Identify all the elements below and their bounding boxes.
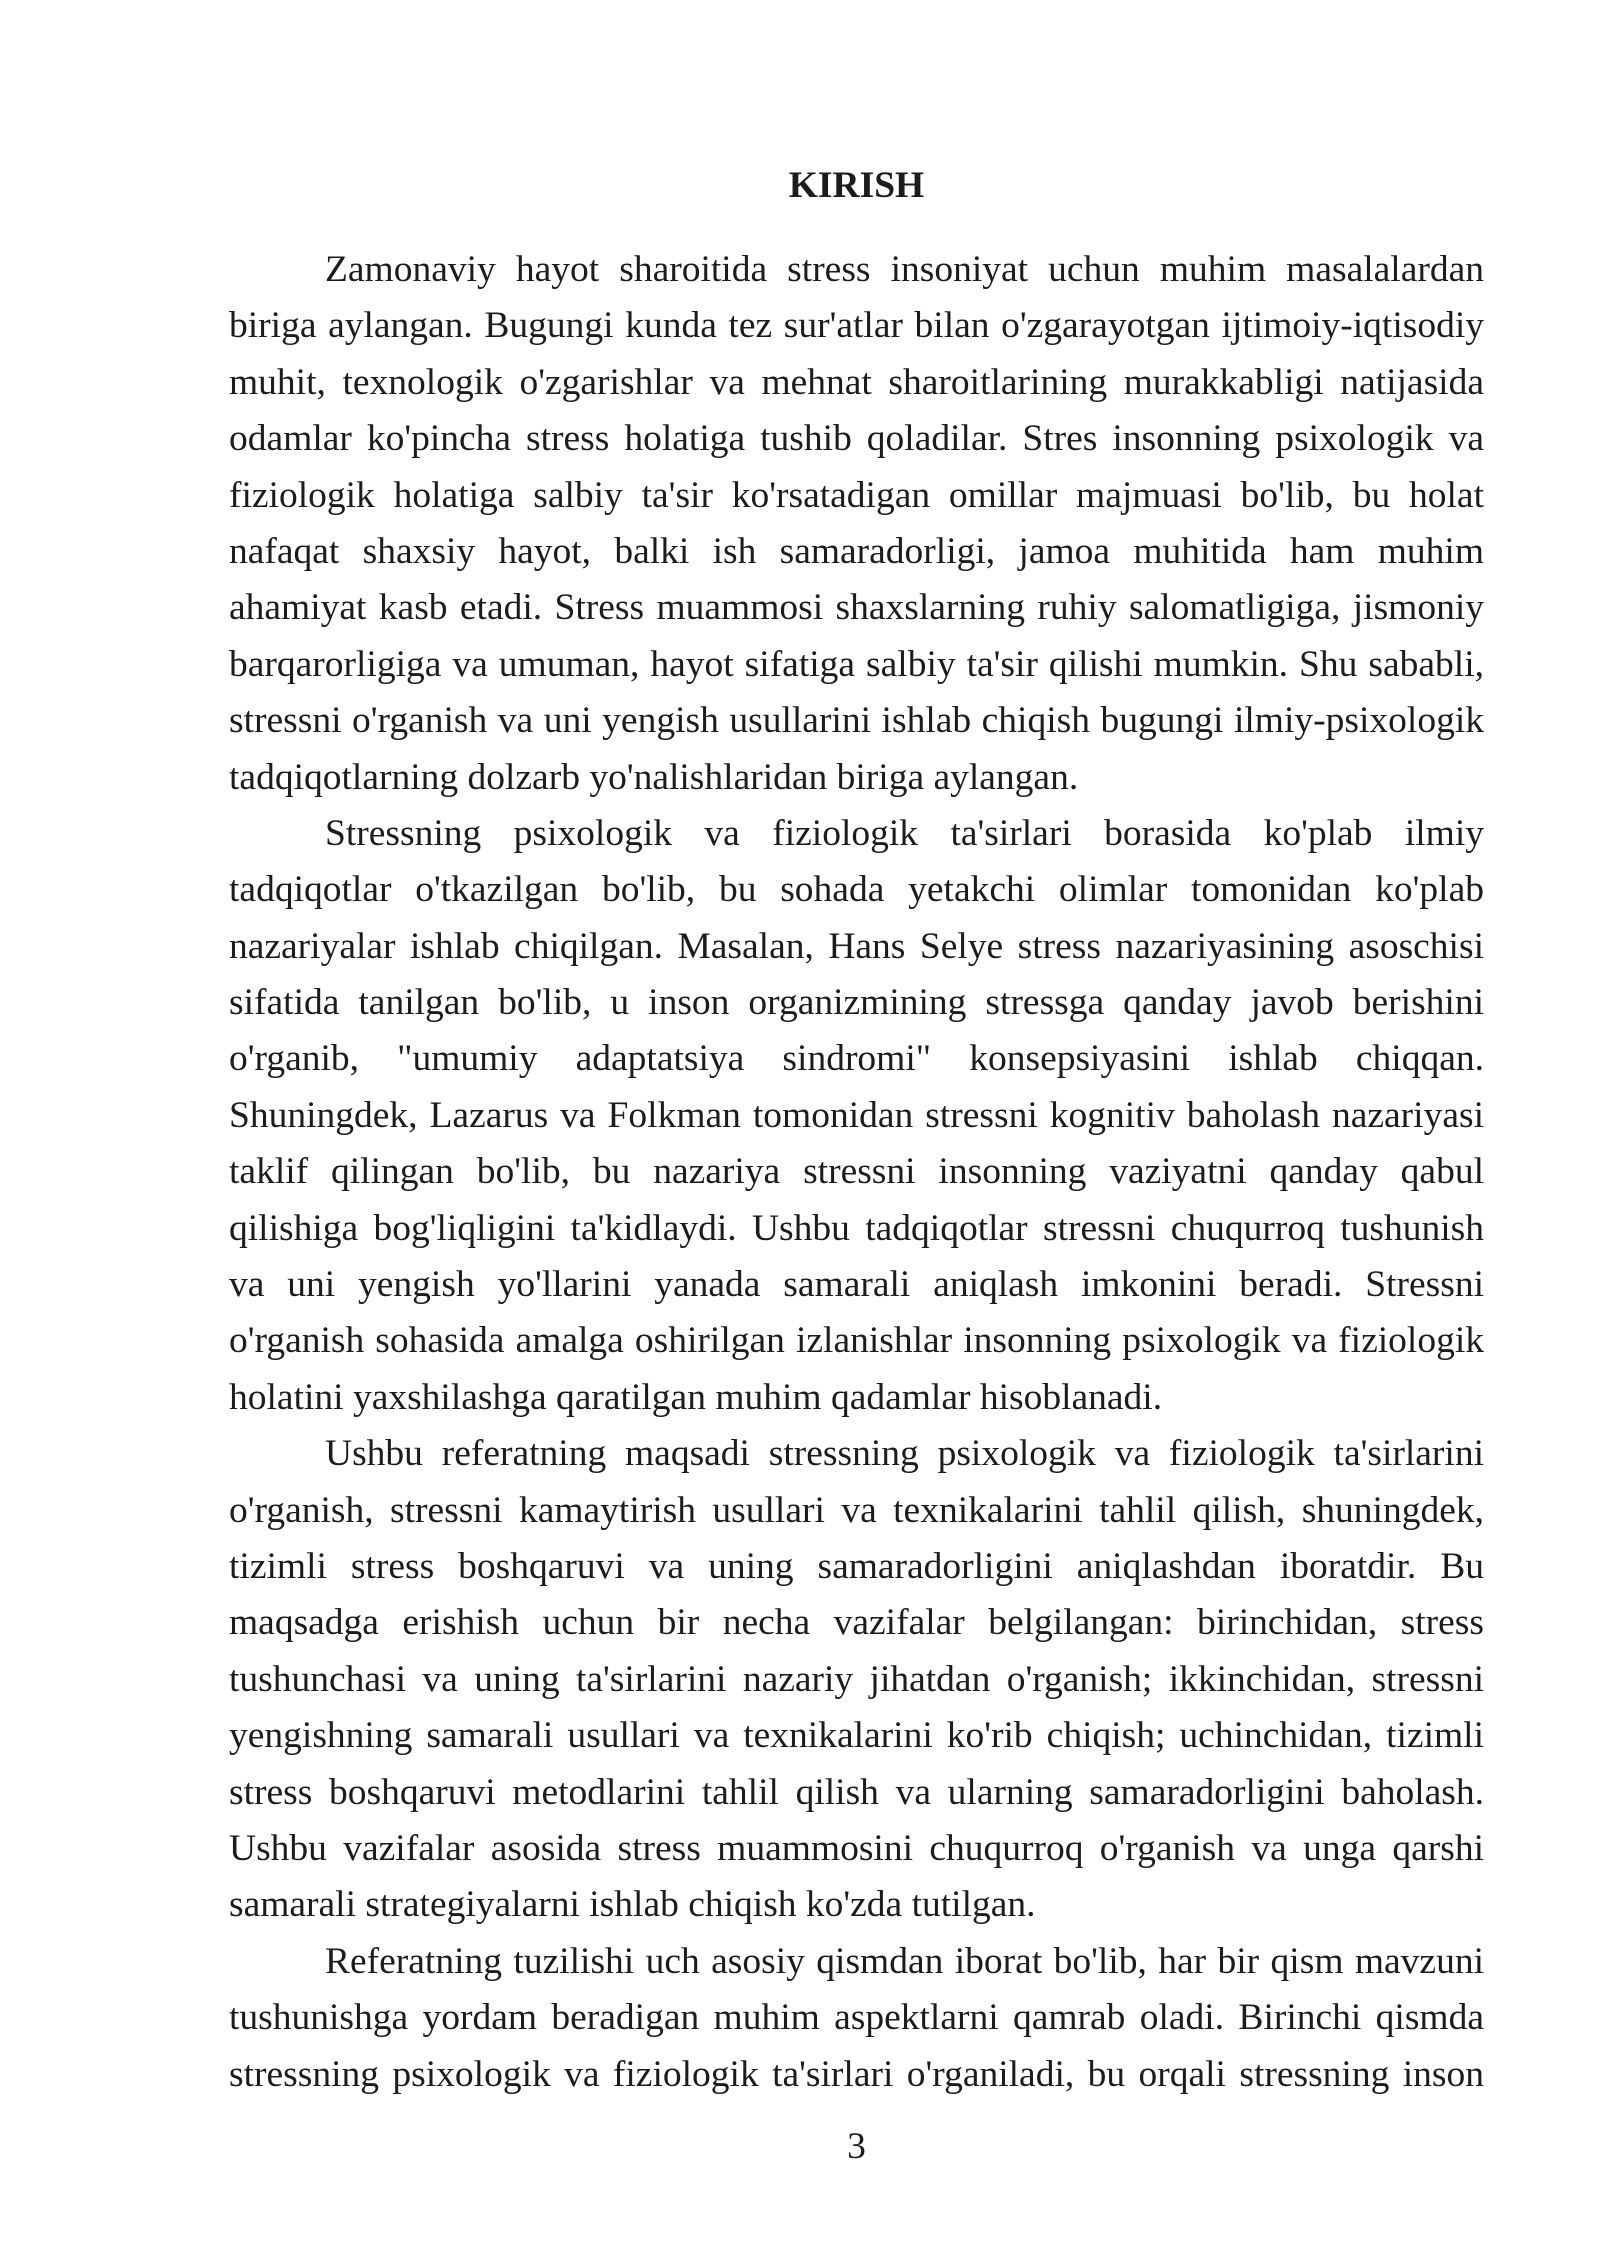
text-line: sifatida tanilgan bo'lib, u inson organizmining stressga qanday javob berishini bbox=[229, 982, 1484, 1024]
text-line: odamlar ko'pincha stress holatiga tushib qoladilar. Stres insonning psixologik va bbox=[229, 418, 1484, 460]
text-line: Referatning tuzilishi uch asosiy qismdan iborat bo'lib, har bir qism mavzuni bbox=[325, 1940, 1484, 1982]
text-line: qilishiga bog'liqligini ta'kidlaydi. Ushbu tadqiqotlar stressni chuqurroq tushunish bbox=[229, 1207, 1484, 1249]
text-line: yengishning samarali usullari va texnikalarini ko'rib chiqish; uchinchidan, tizimli bbox=[229, 1715, 1484, 1757]
text-line: ahamiyat kasb etadi. Stress muammosi shaxslarning ruhiy salomatligiga, jismoniy bbox=[229, 587, 1484, 629]
text-line: nazariyalar ishlab chiqilgan. Masalan, Hans Selye stress nazariyasining asoschisi bbox=[229, 925, 1484, 967]
text-line: stressni o'rganish va uni yengish usullarini ishlab chiqish bugungi ilmiy-psixologik bbox=[229, 700, 1484, 742]
text-line: fiziologik holatiga salbiy ta'sir ko'rsatadigan omillar majmuasi bo'lib, bu holat bbox=[229, 474, 1484, 516]
text-line: o'rganish sohasida amalga oshirilgan izlanishlar insonning psixologik va fiziologik bbox=[229, 1320, 1484, 1362]
paragraph bbox=[229, 242, 1484, 806]
text-line: Shuningdek, Lazarus va Folkman tomonidan stressni kognitiv baholash nazariyasi bbox=[229, 1094, 1484, 1136]
text-line: o'rganish, stressni kamaytirish usullari va texnikalarini tahlil qilish, shuningdek, bbox=[229, 1489, 1484, 1531]
page-number: 3 bbox=[847, 2126, 866, 2167]
text-line: Zamonaviy hayot sharoitida stress insoniyat uchun muhim masalalardan bbox=[325, 249, 1484, 290]
paragraph bbox=[229, 1934, 1484, 2103]
text-line: tushunchasi va uning ta'sirlarini nazariy jihatdan o'rganish; ikkinchidan, stressni bbox=[229, 1658, 1484, 1700]
text-line: Ushbu vazifalar asosida stress muammosini chuqurroq o'rganish va unga qarshi bbox=[229, 1827, 1484, 1869]
document-body bbox=[229, 242, 1484, 2103]
text-line: tadqiqotlarning dolzarb yo'nalishlaridan biriga aylangan. bbox=[229, 756, 1079, 798]
text-line: Stressning psixologik va fiziologik ta'sirlari borasida ko'plab ilmiy bbox=[325, 812, 1484, 854]
text-line: Ushbu referatning maqsadi stressning psixologik va fiziologik ta'sirlarini bbox=[325, 1433, 1484, 1475]
text-line: stressning psixologik va fiziologik ta'sirlari o'rganiladi, bu orqali stressning inson bbox=[229, 2053, 1484, 2095]
text-line: o'rganib, "umumiy adaptatsiya sindromi" konsepsiyasini ishlab chiqqan. bbox=[229, 1038, 1484, 1080]
text-line: va uni yengish yo'llarini yanada samarali aniqlash imkonini beradi. Stressni bbox=[229, 1264, 1484, 1306]
text-line: barqarorligiga va umuman, hayot sifatiga salbiy ta'sir qilishi mumkin. Shu sababli, bbox=[229, 643, 1484, 685]
text-line: muhit, texnologik o'zgarishlar va mehnat sharoitlarining murakkabligi natijasida bbox=[229, 361, 1484, 403]
paragraph bbox=[229, 806, 1484, 1426]
text-line: nafaqat shaxsiy hayot, balki ish samaradorligi, jamoa muhitida ham muhim bbox=[229, 530, 1484, 572]
text-line: taklif qilingan bo'lib, bu nazariya stressni insonning vaziyatni qanday qabul bbox=[229, 1151, 1484, 1193]
text-line: holatini yaxshilashga qaratilgan muhim qadamlar hisoblanadi. bbox=[229, 1376, 1163, 1418]
text-line: biriga aylangan. Bugungi kunda tez sur'atlar bilan o'zgarayotgan ijtimoiy-iqtisodiy bbox=[229, 305, 1484, 347]
text-line: samarali strategiyalarni ishlab chiqish ko'zda tutilgan. bbox=[229, 1884, 1036, 1926]
text-line: tushunishga yordam beradigan muhim aspektlarni qamrab oladi. Birinchi qismda bbox=[229, 1997, 1484, 2039]
paragraph bbox=[229, 1426, 1484, 1934]
text-line: stress boshqaruvi metodlarini tahlil qilish va ularning samaradorligini baholash. bbox=[229, 1771, 1484, 1813]
page-title: KIRISH bbox=[788, 165, 925, 206]
text-line: tizimli stress boshqaruvi va uning samaradorligini aniqlashdan iboratdir. Bu bbox=[229, 1545, 1484, 1587]
text-line: tadqiqotlar o'tkazilgan bo'lib, bu sohada yetakchi olimlar tomonidan ko'plab bbox=[229, 869, 1484, 911]
text-line: maqsadga erishish uchun bir necha vazifalar belgilangan: birinchidan, stress bbox=[229, 1602, 1484, 1644]
